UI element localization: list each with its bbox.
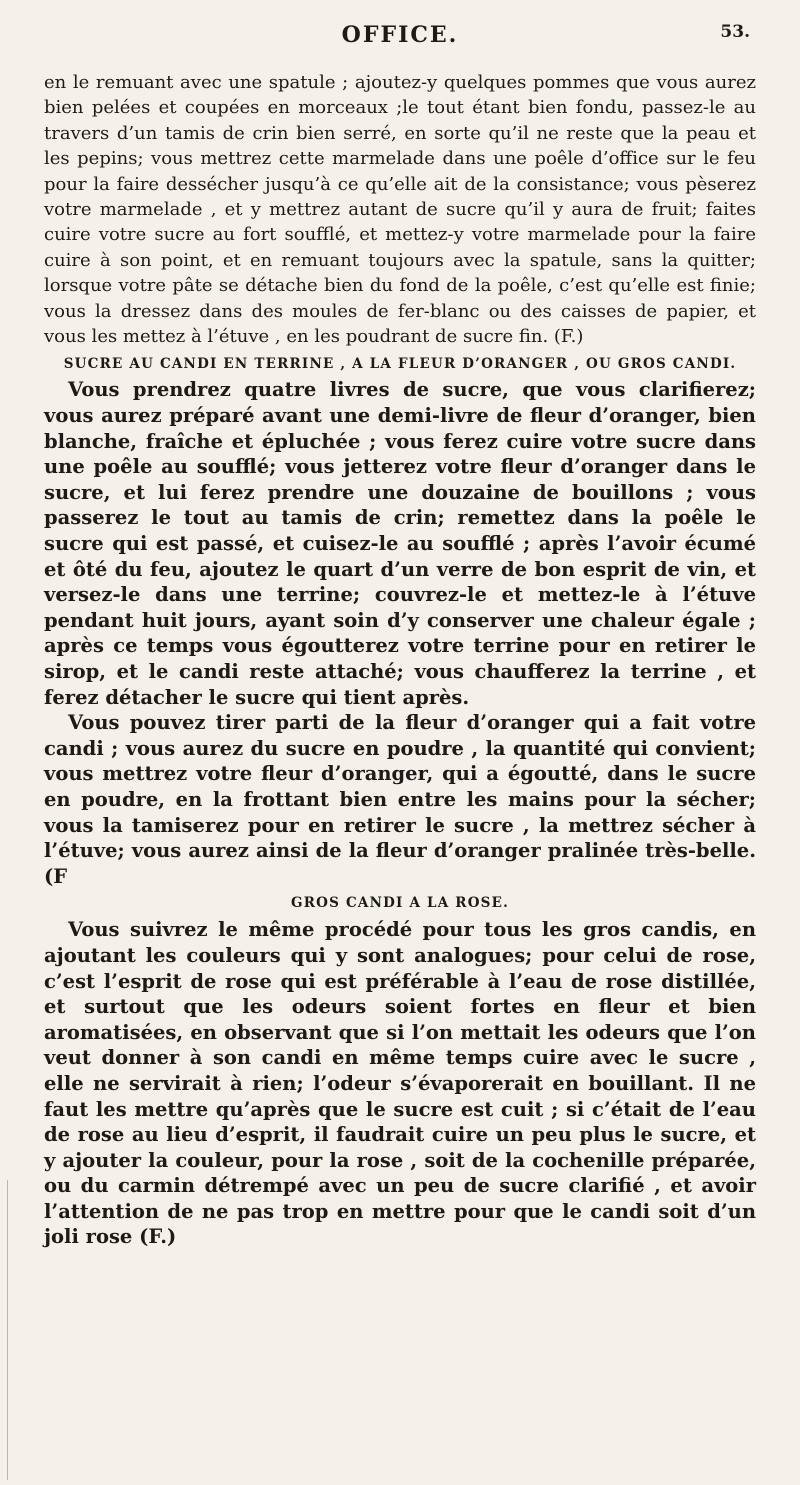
page-header [44,0,756,56]
page-edge-mark [7,1180,8,1480]
paragraph-candi-rose: Vous suivrez le même procédé pour tous les gros candis, en ajoutant les couleurs qui y sont analogues; pour celui de rose, c’est l’esprit de rose qui est préférable à l’eau de rose distillée, et surtout que les odeurs soient fortes en fleur et bien aromatisées, en observant que si l’on mettait les odeurs que l’on veut donner à son candi en même temps cuire avec le sucre , elle ne servirait à rien; l’odeur s’évaporerait en bouillant. Il ne faut les mettre qu’après que le sucre est cuit ; si c’était de l’eau de rose au lieu d’esprit, il faudrait cuire un peu plus le sucre, et y ajouter la couleur, pour la rose , soit de la cochenille préparée, ou du carmin détrempé avec un peu de sucre clarifié , et avoir l’attention de ne pas trop en mettre pour que le candi soit d’un joli rose (F.) [44,918,756,1249]
recipe-heading-candi-rose: GROS CANDI A LA ROSE. [291,895,509,912]
paragraph-marmelade-continuation: en le remuant avec une spatule ; ajoutez-y quelques pommes que vous aurez bien pelées et coupées en morceaux ;le tout étant bien fondu, passez-le au travers d’un tamis de crin bien serré, en sorte qu’il ne reste que la peau et les pepins; vous mettrez cette marmelade dans une poêle d’office sur le feu pour la faire dessécher jusqu’à ce qu’elle ait de la consistance; vous pèserez votre marmelade , et y mettrez autant de sucre qu’il y aura de fruit; faites cuire votre sucre au fort soufflé, et mettez-y votre marmelade pour la faire cuire à son point, et en remuant toujours avec la spatule, sans la quitter; lorsque votre pâte se détache bien du fond de la poêle, c’est qu’elle est finie; vous la dressez dans des moules de fer-blanc ou des caisses de papier, et vous les mettez à l’étuve , en les poudrant de sucre fin. (F.) [44,72,756,348]
paragraph-sucre-candi: Vous prendrez quatre livres de sucre, que vous clarifierez; vous aurez préparé avant une demi-livre de fleur d’oranger, bien blanche, fraîche et épluchée ; vous ferez cuire votre sucre dans une poêle au soufflé; vous jetterez votre fleur d’oranger dans le sucre, et lui ferez prendre une douzaine de bouillons ; vous passerez le tout au tamis de crin; remettez dans la poêle le sucre qui est passé, et cuisez-le au soufflé ; après l’avoir écumé et ôté du feu, ajoutez le quart d’un verre de bon esprit de vin, et versez-le dans une terrine; couvrez-le et mettez-le à l’étuve pendant huit jours, ayant soin d’y conserver une chaleur égale ; après ce temps vous égoutterez votre terrine pour en retirer le sirop, et le candi reste attaché; vous chaufferez la terrine , et ferez détacher le sucre qui tient après. [44,378,756,709]
running-title: OFFICE. [341,22,459,48]
page-number: 53. [720,22,750,42]
book-page [44,0,756,1250]
recipe-heading-sucre-candi: SUCRE AU CANDI EN TERRINE , A LA FLEUR D’ORANGER , OU GROS CANDI. [63,356,737,373]
paragraph-fleur-pralinee: Vous pouvez tirer parti de la fleur d’oranger qui a fait votre candi ; vous aurez du sucre en poudre , la quantité qui convient; vous mettrez votre fleur d’oranger, qui a égoutté, dans le sucre en poudre, en la frottant bien entre les mains pour la sécher; vous la tamiserez pour en retirer le sucre , la mettrez sécher à l’étuve; vous aurez ainsi de la fleur d’oranger pralinée très-belle. (F [44,711,756,888]
